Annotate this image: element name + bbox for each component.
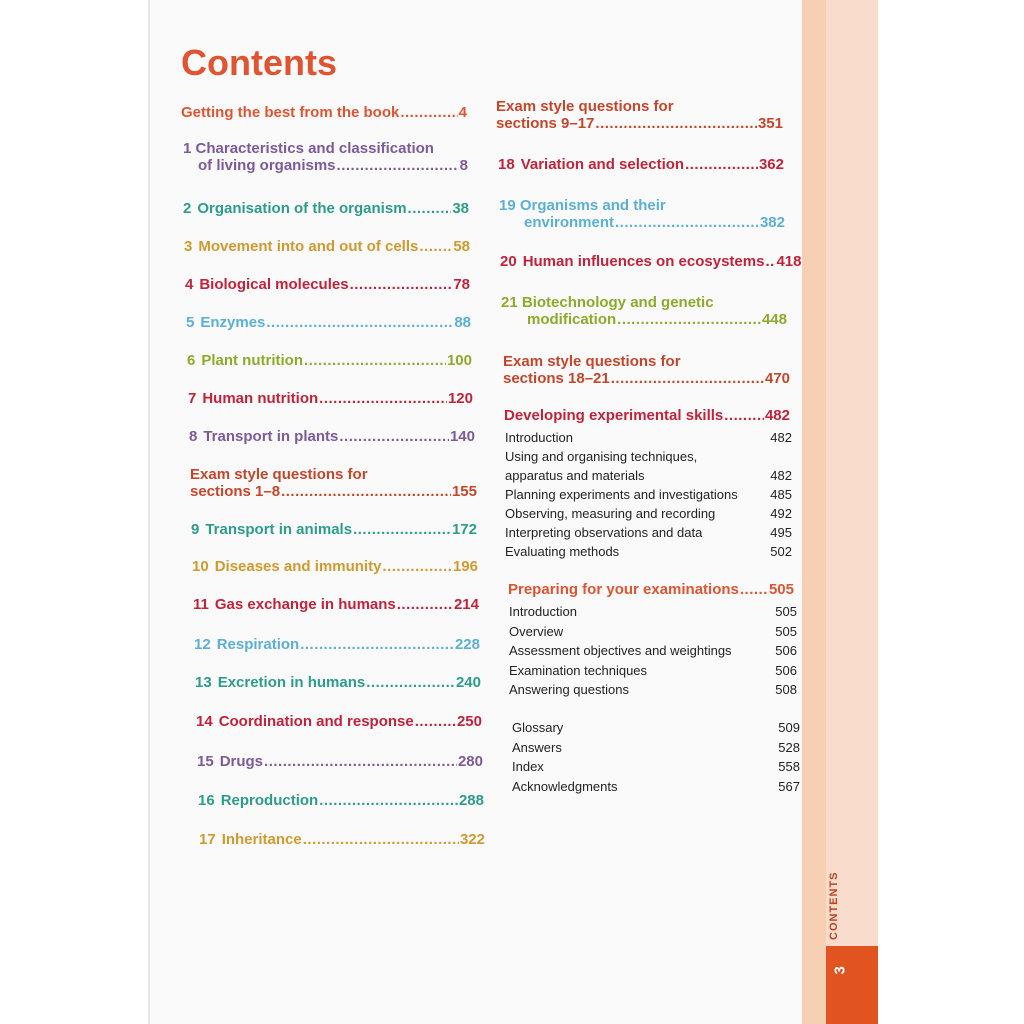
entry-label: Characteristics and classification [195, 140, 434, 157]
leader-dots [724, 407, 764, 424]
entry-label: Inheritance [221, 831, 302, 848]
toc-entry-10[interactable] [192, 558, 478, 575]
entry-label: Variation and selection [520, 156, 685, 173]
subentry-label: Answers [512, 739, 562, 755]
subentry[interactable] [509, 682, 797, 702]
subentry-page: 508 [775, 682, 797, 697]
entry-label: Human influences on ecosystems [522, 253, 765, 270]
subentry-label: Examination techniques [509, 662, 648, 678]
entry-page: 78 [453, 276, 470, 293]
entry-label: Human nutrition [202, 390, 319, 407]
entry-label-cont: sections 9–17 [496, 115, 595, 132]
subentry-label: Interpreting observations and data [505, 525, 703, 540]
entry-label: Exam style questions for [496, 98, 674, 115]
entry-page: 418 [776, 253, 802, 270]
side-band-inner [826, 0, 878, 1024]
toc-entry-13[interactable] [195, 674, 481, 691]
toc-entry-15[interactable] [197, 753, 483, 770]
entry-number: 6 [187, 352, 196, 369]
leader-dots [339, 428, 449, 445]
subentry[interactable] [509, 604, 797, 624]
subentry-page: 509 [778, 720, 800, 735]
subentry[interactable] [509, 663, 797, 683]
entry-number: 8 [189, 428, 198, 445]
entry-number: 10 [192, 558, 209, 575]
entry-number: 3 [184, 238, 193, 255]
entry-label: Transport in plants [203, 428, 339, 445]
leader-dots [595, 115, 757, 132]
subentry-page: 567 [778, 778, 800, 794]
entry-label: Organisms and their [519, 197, 666, 214]
subentry-page: 505 [775, 623, 797, 639]
entry-label: Diseases and immunity [214, 558, 382, 575]
toc-entry-14[interactable] [196, 713, 482, 730]
leader-dots [300, 636, 454, 653]
entry-number: 11 [193, 596, 209, 613]
toc-entry-3[interactable] [184, 238, 470, 255]
leader-dots [615, 214, 759, 231]
entry-label-cont: modification [527, 311, 617, 328]
back-matter [512, 720, 800, 798]
subentry[interactable] [505, 506, 792, 525]
subentry-label: Planning experiments and investigations [505, 487, 738, 502]
toc-entry-17[interactable] [199, 831, 485, 848]
entry-page: 322 [459, 831, 485, 848]
scan-margin-left [0, 0, 148, 1024]
toc-entry-9[interactable] [191, 521, 477, 538]
subentry[interactable] [505, 487, 792, 506]
leader-dots [408, 200, 452, 217]
toc-entry-5[interactable] [186, 314, 471, 331]
leader-dots [304, 352, 446, 369]
back-entry-acknowledgments[interactable] [512, 779, 800, 799]
entry-page: 38 [452, 200, 469, 217]
entry-number: 13 [195, 674, 212, 691]
back-entry-answers[interactable] [512, 740, 800, 760]
entry-number: 20 [500, 253, 517, 270]
entry-page: 196 [452, 558, 478, 575]
entry-label-cont: sections 18–21 [503, 370, 610, 387]
toc-entry-getting-best[interactable] [181, 104, 467, 121]
toc-entry-8[interactable] [189, 428, 475, 445]
entry-number: 14 [196, 713, 213, 730]
leader-dots [685, 156, 758, 173]
entry-number: 16 [198, 792, 215, 809]
toc-entry-developing-skills[interactable] [504, 407, 790, 424]
toc-entry-6[interactable] [187, 352, 472, 369]
entry-label: Transport in animals [205, 521, 353, 538]
subentry-page: 506 [775, 662, 797, 678]
entry-page: 288 [458, 792, 484, 809]
toc-entry-preparing-exams[interactable] [508, 581, 794, 598]
subentry-label: Introduction [509, 604, 577, 619]
entry-page: 362 [758, 156, 784, 173]
leader-dots [303, 831, 459, 848]
entry-label: Exam style questions for [503, 353, 681, 370]
entry-label: Getting the best from the book [181, 104, 400, 121]
entry-page: 120 [447, 390, 473, 407]
toc-entry-1[interactable] [183, 140, 468, 174]
entry-label: Exam style questions for [190, 466, 368, 483]
entry-label-cont: of living organisms [198, 157, 336, 174]
entry-label: Gas exchange in humans [214, 596, 396, 613]
entry-page: 250 [456, 713, 482, 730]
subentry-page: 505 [775, 604, 797, 619]
leader-dots [740, 581, 768, 598]
entry-label: Movement into and out of cells [198, 238, 419, 255]
entry-page: 8 [459, 157, 468, 174]
leader-dots [765, 253, 775, 270]
entry-number: 18 [498, 156, 515, 173]
leader-dots [397, 596, 453, 613]
toc-entry-20[interactable] [500, 253, 802, 270]
entry-label: Reproduction [220, 792, 319, 809]
entry-page: 470 [764, 370, 790, 387]
entry-label: Drugs [219, 753, 264, 770]
entry-number: 1 [183, 140, 192, 157]
entry-number: 12 [194, 636, 211, 653]
leader-dots [382, 558, 452, 575]
subentry-page: 528 [778, 739, 800, 755]
page-number: 3 [831, 966, 849, 975]
scan-margin-right [878, 0, 1024, 1024]
subentry-label: Overview [509, 623, 564, 639]
subentry-page: 485 [770, 487, 792, 502]
subentry-label: Using and organising techniques, [505, 449, 698, 464]
entry-page: 172 [451, 521, 477, 538]
leader-dots [281, 483, 451, 500]
toc-entry-2[interactable] [183, 200, 469, 217]
subentry[interactable] [505, 449, 792, 468]
leader-dots [319, 792, 458, 809]
entry-number: 2 [183, 200, 192, 217]
entry-page: 240 [455, 674, 481, 691]
entry-page: 448 [761, 311, 787, 328]
entry-label: Respiration [216, 636, 300, 653]
leader-dots [319, 390, 447, 407]
entry-number: 21 [501, 294, 518, 311]
entry-number: 19 [499, 197, 516, 214]
entry-page: 4 [458, 104, 467, 121]
entry-page: 280 [457, 753, 483, 770]
leader-dots [266, 314, 453, 331]
entry-page: 351 [757, 115, 783, 132]
toc-entry-16[interactable] [198, 792, 484, 809]
toc-entry-18[interactable] [498, 156, 784, 173]
entry-label: Organisation of the organism [197, 200, 407, 217]
entry-label: Biological molecules [199, 276, 349, 293]
leader-dots [337, 157, 459, 174]
entry-page: 88 [454, 314, 471, 331]
toc-entry-7[interactable] [188, 390, 473, 407]
entry-page: 482 [764, 407, 790, 424]
subentry-cont[interactable] [505, 468, 792, 487]
toc-entry-19[interactable] [499, 197, 785, 231]
subentry[interactable] [505, 544, 792, 563]
entry-number: 9 [191, 521, 200, 538]
subentry-page: 506 [775, 643, 797, 658]
subentry-label: Evaluating methods [505, 544, 620, 559]
subentry-label: Answering questions [509, 682, 629, 697]
leader-dots [415, 713, 456, 730]
entry-label: Plant nutrition [201, 352, 303, 369]
toc-entry-exam-9-17[interactable] [496, 98, 783, 132]
subentry[interactable] [505, 430, 792, 449]
toc-entry-4[interactable] [185, 276, 470, 293]
subentry-page: 502 [770, 544, 792, 559]
subentry-label: Introduction [505, 430, 573, 445]
entry-label-cont: environment [524, 214, 615, 231]
leader-dots [419, 238, 452, 255]
entry-number: 5 [186, 314, 195, 331]
entry-label: Biotechnology and genetic [521, 294, 714, 311]
entry-number: 7 [188, 390, 197, 407]
subentry-page: 558 [778, 759, 800, 774]
entry-label: Excretion in humans [217, 674, 366, 691]
subentry-page: 482 [770, 468, 792, 483]
leader-dots [366, 674, 455, 691]
toc-entry-12[interactable] [194, 636, 480, 653]
subentry-page: 495 [770, 525, 792, 540]
toc-entry-exam-18-21[interactable] [503, 353, 790, 387]
entry-page: 100 [446, 352, 472, 369]
subentry-page: 482 [770, 430, 792, 445]
subentry[interactable] [509, 643, 797, 663]
prep-subentries [509, 604, 797, 702]
entry-label: Developing experimental skills [504, 407, 724, 424]
entry-number: 15 [197, 753, 214, 770]
entry-page: 155 [451, 483, 477, 500]
subentry-label-cont: apparatus and materials [505, 468, 645, 483]
entry-label: Enzymes [200, 314, 266, 331]
leader-dots [617, 311, 761, 328]
toc-entry-exam-1-8[interactable] [190, 466, 477, 500]
subentry[interactable] [509, 624, 797, 644]
leader-dots [350, 276, 453, 293]
subentry-label: Acknowledgments [512, 778, 618, 794]
entry-label-cont: sections 1–8 [190, 483, 281, 500]
subentry[interactable] [505, 525, 792, 544]
entry-label: Coordination and response [218, 713, 414, 730]
entry-page: 382 [759, 214, 785, 231]
skills-subentries [505, 430, 792, 563]
entry-number: 17 [199, 831, 216, 848]
back-entry-glossary[interactable] [512, 720, 800, 740]
toc-entry-21[interactable] [501, 294, 787, 328]
leader-dots [611, 370, 764, 387]
entry-page: 214 [453, 596, 479, 613]
leader-dots [400, 104, 457, 121]
subentry-label: Observing, measuring and recording [505, 506, 716, 521]
leader-dots [264, 753, 457, 770]
entry-number: 4 [185, 276, 194, 293]
entry-page: 58 [453, 238, 470, 255]
subentry-label: Assessment objectives and weightings [509, 643, 732, 658]
subentry-label: Index [512, 759, 544, 774]
subentry-page: 492 [770, 506, 792, 521]
entry-page: 228 [454, 636, 480, 653]
leader-dots [353, 521, 451, 538]
entry-label: Preparing for your examinations [508, 581, 739, 598]
subentry-label: Glossary [512, 720, 564, 735]
entry-page: 505 [768, 581, 794, 598]
back-entry-index[interactable] [512, 759, 800, 779]
entry-page: 140 [449, 428, 475, 445]
page-title: Contents [181, 42, 337, 83]
toc-entry-11[interactable] [193, 596, 479, 613]
